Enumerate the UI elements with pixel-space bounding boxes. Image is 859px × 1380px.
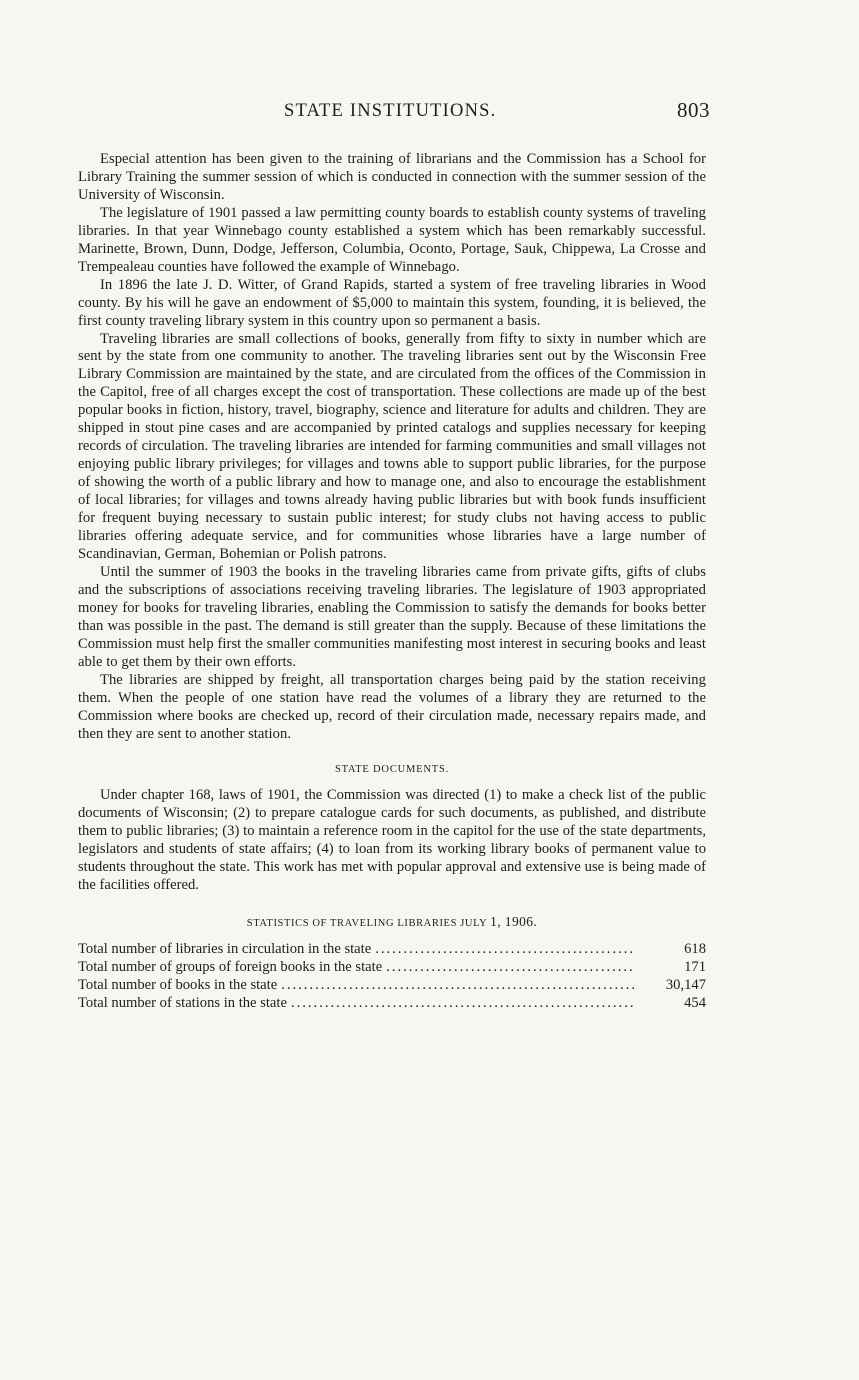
state-documents-heading: STATE DOCUMENTS. [334, 764, 450, 776]
paragraph-county-systems: The legislature of 1901 passed a law permitting county boards to establish county systems of traveling libraries. In that year Winnebago county established a system which has been remarkably successful. Marinette, Brown, Dunn, Dodge, Jefferson, Columbia, Oconto, Portage, Sauk, Chippewa, La Crosse and Trempealeau counties have followed the example of Winnebago. [78, 204, 706, 275]
body-text [78, 151, 706, 743]
statistics-table [78, 940, 706, 1012]
statistics-heading-date: 1, 1906. [490, 914, 538, 930]
page [78, 95, 710, 1012]
dot-leader [291, 994, 634, 1012]
stat-row-libraries [78, 940, 706, 958]
stat-value: 30,147 [665, 977, 706, 994]
paragraph-witter-endowment: In 1896 the late J. D. Witter, of Grand Rapids, started a system of free traveling libraries in Wood county. By his will he gave an endowment of $5,000 to maintain this system, founding, it is believed, the first county traveling library system in this country upon so permanent a basis. [78, 276, 706, 329]
dot-leader [386, 958, 634, 976]
stat-row-books [78, 976, 706, 994]
page-number: 803 [677, 98, 710, 122]
stat-row-foreign-groups [78, 958, 706, 976]
stat-label: Total number of books in the state [78, 977, 278, 994]
state-documents-section [78, 787, 706, 895]
dot-leader [375, 940, 634, 958]
stat-row-stations [78, 994, 706, 1012]
paragraph-traveling-libraries: Traveling libraries are small collections of books, generally from fifty to sixty in number which are sent by the state from one community to another. The traveling libraries sent out by the Wisconsin Free Library Commission are maintained by the state, and are circulated from the offices of the Commission in the Capitol, free of all charges except the cost of transportation. These collections are made up of the best popular books in fiction, history, travel, biography, science and literature for adults and children. They are shipped in stout pine cases and are accompanied by printed catalogs and supplies necessary for keeping records of circulation. The traveling libraries are intended for farming communities and small villages not enjoying public library privileges; for villages and towns able to support public libraries, for the purpose of showing the worth of a public library and how to manage one, and also to encourage the establishment of local libraries; for villages and towns already having public libraries but with book funds insufficient for frequent buying necessary to sustain public interest; for study clubs not having access to public libraries offering adequate service, and for communities whose libraries have a large number of Scandinavian, German, Bohemian or Polish patrons. [78, 330, 706, 562]
stat-value: 171 [684, 959, 706, 976]
stat-label: Total number of stations in the state [78, 995, 287, 1012]
running-title: STATE INSTITUTIONS. [284, 101, 497, 121]
paragraph-book-sources: Until the summer of 1903 the books in the traveling libraries came from private gifts, gifts of clubs and the subscriptions of associations receiving traveling libraries. The legislature of 1903 appropriated money for books for traveling libraries, enabling the Commission to satisfy the demands for books better than was possible in the past. The demand is still greater than the supply. Because of these limitations the Commission must help first the smaller communities manifesting most interest in securing books and least able to get them by their own efforts. [78, 563, 706, 670]
running-head [78, 95, 710, 129]
paragraph-shipping: The libraries are shipped by freight, all transportation charges being paid by the station receiving them. When the people of one station have read the volumes of a library they are returned to the Commission where books are checked up, record of their circulation made, necessary repairs made, and then they are sent to another station. [78, 671, 706, 742]
dot-leader [281, 976, 634, 994]
stat-value: 618 [684, 941, 706, 958]
statistics-heading-text: STATISTICS OF TRAVELING LIBRARIES JULY [246, 918, 487, 930]
stat-label: Total number of groups of foreign books in the state [78, 959, 383, 976]
paragraph-state-documents: Under chapter 168, laws of 1901, the Commission was directed (1) to make a check list of the public documents of Wisconsin; (2) to prepare catalogue cards for such documents, as published, and distribute them to public libraries; (3) to maintain a reference room in the capitol for the use of the state departments, legislators and students of state affairs; (4) to loan from its working library books of permanent value to students throughout the state. This work has met with popular approval and extensive use is being made of the facilities offered. [78, 787, 706, 894]
stat-label: Total number of libraries in circulation in the state [78, 941, 372, 958]
statistics-heading [78, 914, 706, 930]
stat-value: 454 [684, 995, 706, 1012]
paragraph-library-training: Especial attention has been given to the training of librarians and the Commission has a School for Library Training the summer session of which is conducted in connection with the summer session of the University of Wisconsin. [78, 151, 706, 203]
